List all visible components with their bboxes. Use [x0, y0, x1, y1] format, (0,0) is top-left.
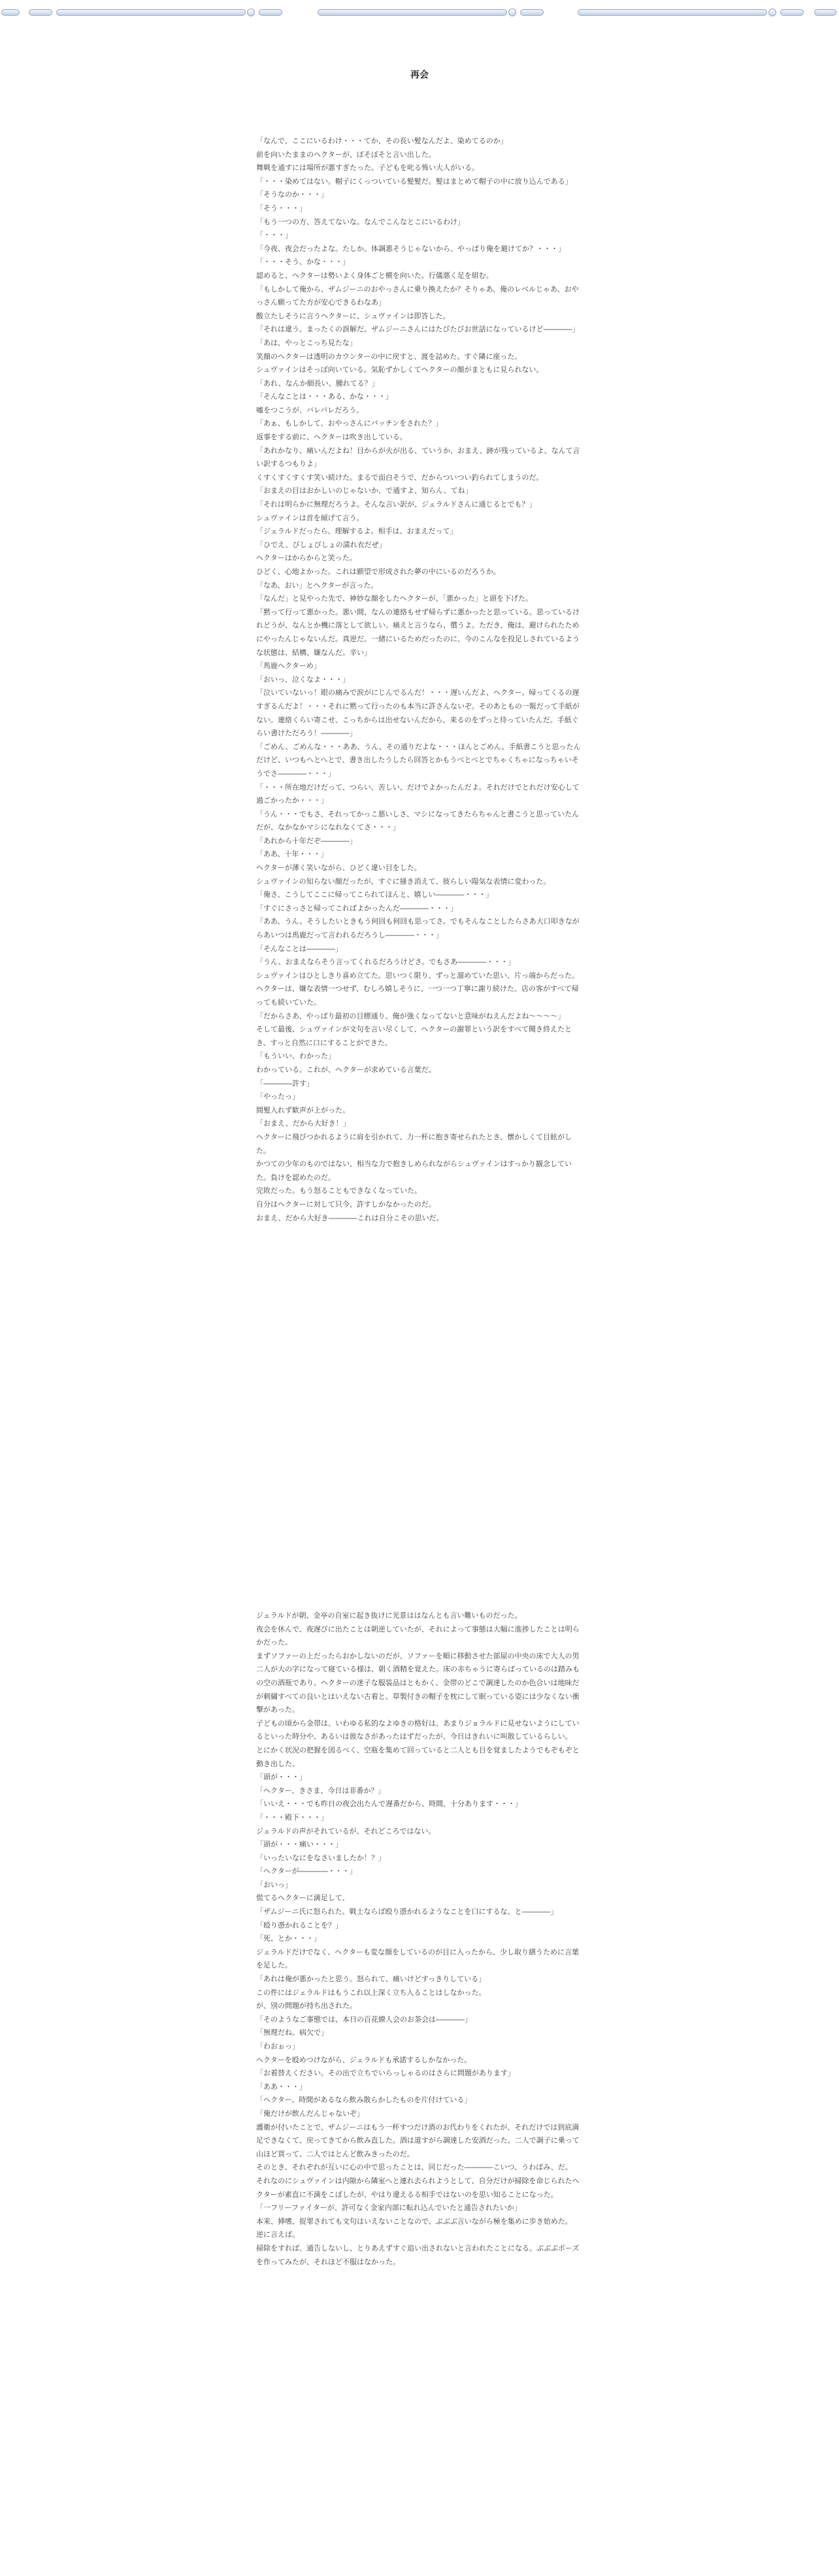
story-paragraph: それなのにシュヴァインは内隙から隣室へと連れ去られようとして、自分だけが掃除を命じられたヘクターが素直に不満をこぼしたが、やはり違えるる相手ではないのを思い知ることになった。: [256, 2176, 580, 2199]
story-paragraph: 笑顔のヘクターは透明のカウンターの中に戻すと、渡を詰めた。すぐ隣に座った。: [256, 352, 522, 361]
story-paragraph: 「それは違う。まったくの誤解だ。ザムジーニさんにはたびたびお世話になっているけど――――」: [256, 325, 580, 334]
story-paragraph: 「うん・・・でもさ、それってかっこ悪いしさ、マシになってきたらちゃんと書こうと思っていたんだが、なかなかマシになれなくてさ・・・」: [256, 809, 580, 832]
story-paragraph: 「いいえ・・・でも昨日の夜会出たんで遅番だから、時間、十分あります・・・」: [256, 1799, 522, 1809]
story-paragraph: シュヴァインはひとしきり喜め立てた。思いつく限り、ずっと溜めていた思い、片っ端からだった。: [256, 971, 580, 980]
story-paragraph: 「ああ、うん。そうしたいときもう何回も何回も思ってさ。でもそんなことしたらさあ大口叩きながらあいつは馬鹿だって言われるだろうし――――・・・」: [256, 917, 580, 940]
story-paragraph: 「馬鹿ヘクターめ」: [256, 661, 321, 671]
story-paragraph: 「あれは俺が悪かったと思う。怒られて、痛いけどすっきりしている」: [256, 1975, 486, 1984]
story-paragraph: 舞戦を通すには場所が悪すぎたった。子どもを叱る怖い大人がいる。: [256, 163, 479, 173]
story-paragraph: 「そんなことは――――」: [256, 944, 342, 953]
story-paragraph: 「あれ、なんか細長い、腫れてる？」: [256, 378, 379, 388]
story-paragraph: 「ヘクター、きさま、今日は非番か？」: [256, 1786, 386, 1795]
story-paragraph: ヘクターが薄く笑いながら、ひどく違い目をした。: [256, 863, 421, 873]
story-section-2: [256, 1609, 583, 2269]
story-paragraph: 護衛が付いたことで、ザムジーニはもう一杯すつだけ酒のお代わりをくれたが、それだけでは到底満足できなくて、戻ってきてから飲み直した。酒は道すがら調達した安酒だった。二人で調子に乗って山ほど買って、二人ではとんど飲みきったのだ。: [256, 2122, 580, 2158]
story-paragraph: 「・・・殿下・・・」: [256, 1813, 328, 1822]
story-paragraph: 夜会を休んで、夜遅びに出たことは朝逆していたが、それによって事態は大幅に進捗したことは明らかだった。: [256, 1624, 580, 1647]
story-paragraph: 嘘をつこうが、バレバレだろう。: [256, 405, 364, 414]
story-paragraph: 「もしかして俺から、ザムジーニのおやっさんに乗り換えたか？そりゃあ、俺のレベルじゃあ、おやっさん願ってた方が安心できるわなあ」: [256, 284, 579, 307]
story-paragraph: 「うん、おまえならそう言ってくれるだろうけどさ。でもさあ――――・・・」: [256, 958, 516, 967]
story-paragraph: ジェラルドだけでなく、ヘクターも変な顔をしているのが目に入ったから、少し取り繕うために言葉を足した。: [256, 1947, 580, 1970]
story-paragraph: 「お着替えください。その出で立ちでいらっしゃるのはさらに問題があります」: [256, 2069, 515, 2078]
story-paragraph: 「――――許す」: [256, 1079, 314, 1088]
story-paragraph: ヘクターは、嫌な表情一つせず、むしろ嬉しそうに、一つ一つ丁寧に謝り続けた。店の客がすべて帰っても続いていた。: [256, 984, 579, 1007]
story-paragraph: 「わおぉっ」: [256, 2042, 299, 2050]
story-paragraph: シュヴァインは首を傾げて言う。: [256, 513, 364, 522]
story-paragraph: 「おまえの目はおかしいのじゃないか、で通すよ、知らん、てね」: [256, 486, 472, 495]
story-paragraph: 「そのようなご事態では、本日の百花繚人会のお茶会は――――」: [256, 2015, 472, 2024]
story-paragraph: 「頭が・・・痛い・・・」: [256, 1840, 342, 1849]
story-paragraph: 「ひでえ、びしょびしょの濡れ衣だぜ」: [256, 540, 386, 549]
story-paragraph: 「ジェラルドだったら、理解するよ。相手は、おまえだって」: [256, 527, 457, 536]
story-paragraph: 慌てるヘクターに満足して、: [256, 1894, 350, 1903]
border-segment: [29, 9, 52, 16]
story-paragraph: 「一フリーファイターが、許可なく金家内部に転れ込んでいたと通告されたいか」: [256, 2203, 521, 2213]
story-paragraph: ヘクターに飛びつかれるように肩を引かれて、力一杯に抱き寄せられたとき、懐かしくて目眩がした。: [256, 1132, 572, 1155]
story-paragraph: 「ヘクターが――――・・・」: [256, 1867, 357, 1876]
story-paragraph: 「おまえ、だから大好き！」: [256, 1119, 350, 1128]
story-paragraph: くすくすくすくす笑い続けた。まるで面白そうで、だからついつい釣られてしまうのだ。: [256, 473, 544, 482]
story-section-1: [256, 135, 583, 1225]
story-paragraph: 「俺だけが飲んだんじゃないぞ」: [256, 2109, 364, 2118]
story-paragraph: 認めると、ヘクターは勢いよく身体ごと横を向いた。行儀悪く足を組む。: [256, 271, 493, 280]
story-paragraph: ひどく、心地よかった。これは願望で形成された夢の中にいるのだろうか。: [256, 567, 501, 576]
story-paragraph: 前を向いたままのヘクターが、ぽそぽそと言い出した。: [256, 150, 436, 159]
border-segment: [578, 9, 767, 16]
story-paragraph: ヘクターを殴めつけながら、ジェラルドも承諾するしかなかった。: [256, 2055, 472, 2064]
story-paragraph: 本来、挿嗜、捉罪されても文句はいえないことなので、ぶぶぶ言いながら極を集めに歩き始めた。: [256, 2216, 572, 2226]
story-paragraph: とにかく状況の把握を図るべく、空瓶を集めて回っていると二人とも目を覚ましたようでもぞもぞと動き出した。: [256, 1745, 580, 1768]
story-paragraph: わかっている。これが、ヘクターが求めている言葉だ。: [256, 1065, 436, 1074]
story-paragraph: ジェラルドが朝、金亭の自室に起き抜けに光景ははなんとも言い難いものだった。: [256, 1611, 522, 1620]
story-paragraph: 「だからさあ、やっぱり最初の目標通り、俺が強くなってないと意味がねえんだよね〜〜〜〜」: [256, 1011, 565, 1020]
border-ornament: [247, 8, 255, 16]
story-paragraph: 「・・・所在地だけだって、つらい、苦しい、だけでよかったんだよ。それだけでとれだけ安心して過ごかったか・・・」: [256, 782, 580, 805]
story-paragraph: 酸立たしそうに言うヘクターに、シュヴァインは即答した。: [256, 311, 450, 320]
story-paragraph: 「今夜、夜会だったよな。たしか。体調悪そうじゃないから、やっぱり俺を避けてか？・・・」: [256, 244, 565, 253]
story-paragraph: 「そんなことは・・・ある、かな・・・」: [256, 392, 393, 401]
story-paragraph: 「泣いていないっ！眼の痛みで涙がにじんでるんだ！・・・遅いんだよ、ヘクター。帰ってくるの遅すぎるんだよ！・・・それに黙って行ったのも本当に許さんないぞ。そのあともの一報だって手紙がない。連絡くらい寄こせ、こっちからは出せないんだから。来るのをずっと待っていたんだ。手紙ぐらい書けただろう！――――」: [256, 688, 580, 738]
story-paragraph: 逆に言えば。: [256, 2230, 299, 2239]
story-paragraph: 「あぁ、もしかして、おやっさんにバッチンをされた？」: [256, 419, 443, 428]
border-ornament: [768, 8, 776, 16]
border-segment: [259, 9, 282, 16]
border-segment: [56, 9, 246, 16]
story-paragraph: 「もういい、わかった」: [256, 1052, 335, 1061]
story-paragraph: 「ヘクター。時間があるなら飲み散らかしたものを片付けている」: [256, 2096, 472, 2105]
story-paragraph: 自分はヘクターに対して只今、許すしかなかったのだ。: [256, 1199, 436, 1209]
story-paragraph: 「・・・」: [256, 231, 292, 240]
story-paragraph: 「ああ、十年・・・」: [256, 850, 328, 859]
story-paragraph: 「おいっ」: [256, 1880, 292, 1889]
story-paragraph: 「すぐにさっさと帰ってこればよかったんだ――――・・・」: [256, 903, 457, 912]
story-paragraph: まずソファーの上だったらおかしないのだが、ソファーを順に移動させた部屋の中央の床で大人の男二人が大の字になって寝ている様は、朝く酒精を覚えた。床の赤ちゃうに寄らばっているのは踏みもの空の酒瓶であり、ヘクターの迷子な服装品はともかく、金帯のどこで調達したのか色合いは地味だが刺繍すべての良いとはいえない古着と、草製付きの帽子を枕にして眠っている姿には少なくない衝撃があった。: [256, 1651, 580, 1715]
story-paragraph: かつての少年のものではない、相当な力で抱きしめられながらシュヴァインはすっかり観念していた。負けを認めたのだ。: [256, 1160, 572, 1182]
decorative-top-border: [0, 7, 839, 20]
story-paragraph: が、別の問題が持ち出された。: [256, 2001, 357, 2011]
story-paragraph: 「死、とか・・・」: [256, 1934, 321, 1943]
story-paragraph: 「なんだ」と見やった先で、神妙な顔をしたヘクターが、「悪かった」と頭を下げた。: [256, 594, 533, 603]
story-paragraph: 「なあ、おい」とヘクターが言った。: [256, 580, 378, 590]
border-segment: [520, 9, 544, 16]
story-paragraph: 掃除をすれば、通告しないし、とりあえずすぐ追い出されないと言われたことになる。ぶぶぶポーズを作ってみたが、それほど不服はなかった。: [256, 2243, 580, 2266]
story-paragraph: 「・・・染めてはない。帽子にくっついている髪髪だ。髪はまとめて帽子の中に放り込んである」: [256, 176, 572, 186]
story-paragraph: おまえ、だから大好き――――これは自分こその思いだ。: [256, 1213, 444, 1222]
story-paragraph: 「ああ・・・」: [256, 2082, 306, 2091]
story-paragraph: 間髪入れず歓声が上がった。: [256, 1105, 350, 1114]
story-paragraph: そのとき、それぞれが互いに心の中で思ったことは、同じだった――――こいつ、うわばみ、だ。: [256, 2163, 572, 2172]
story-paragraph: そして最後、シュヴァインが文句を言い尽くして、ヘクターの謝罪という訳をすべて聞き終えたとき、すっと自然に口にすることができた。: [256, 1025, 572, 1047]
border-segment: [1, 9, 20, 16]
story-paragraph: 「殴り憑かれることを？」: [256, 1920, 342, 1930]
story-paragraph: シュヴァインの知らない顔だったが、すぐに掻き消えて、彼らしい陽気な表情に変わった。: [256, 877, 551, 886]
story-paragraph: 「・・・そう、かな・・・」: [256, 258, 350, 267]
border-segment: [814, 9, 836, 16]
story-paragraph: ヘクターはからからと笑った。: [256, 554, 357, 563]
story-paragraph: シュヴァインはそっぽ向いている。気恥ずかしくてヘクターの顔がまともに見られない。: [256, 365, 544, 375]
story-paragraph: 「おいっ、泣くなよ・・・」: [256, 675, 350, 684]
story-paragraph: 「ザムジーニ氏に怒られた。戦士ならば殴り憑かれるようなことを口にするな、と――――」: [256, 1907, 558, 1916]
story-paragraph: 「いったいなにをなさいましたか！？」: [256, 1853, 386, 1862]
story-paragraph: 「それは明らかに無理だろうよ。そんな言い訳が、ジェラルドさんに通じるとでも？」: [256, 500, 536, 509]
story-paragraph: この件にはジェラルドはもうこれ以上深く立ち入ることはしなかった。: [256, 1988, 486, 1997]
story-paragraph: 「頭が・・・」: [256, 1773, 306, 1782]
page-title: 再会: [410, 70, 429, 80]
story-paragraph: 「俺さ、こうしてここに帰ってこられてほんと、嬉しい――――・・・」: [256, 890, 493, 899]
story-paragraph: 「なんで、ここにいるわけ・・・てか、その長い髪なんだよ、染めてるのか」: [256, 137, 508, 145]
border-ornament: [508, 8, 516, 16]
story-paragraph: 「黙って行って悪かった。悪い間、なんの連絡もせず帰らずに悪かったと思っている。思っているけれどうが、なんとか機に落として欲しい。痛えと言うなら、償うよ。ただき、俺は、避けられたためにやったんじゃないんだ。真逆だ。一緒にいるためだったのに、今のこんなを投足しされているような状態は、結構、嫌なんだ。辛い」: [256, 607, 580, 657]
story-paragraph: 完敗だった。もう怒ることもできなくなっていた。: [256, 1186, 421, 1196]
story-paragraph: 「ごめん、ごめんな・・・ああ、うん、その通りだよな・・・ほんとごめん。手紙書こうと思ったんだけど、いつもへとへとで、書き出したうしたら回答とかもうべとべとでちゃくちゃになっちゃいそうでさ――――・・・」: [256, 742, 581, 778]
story-paragraph: 「無理だね。病欠で」: [256, 2028, 328, 2037]
border-segment: [780, 9, 804, 16]
story-paragraph: 「そう・・・」: [256, 203, 306, 212]
story-paragraph: 子どもの頃から金帯は、いわゆる私的なよゆきの格好は、あまりジョラルドに見せないようにしているといった時分や、あるいは彼なさがあったはずだったが、今日はきれいに叫散しているらしい。: [256, 1718, 580, 1741]
story-paragraph: 「もう一つの方、答えてないな。なんでこんなとこにいるわけ」: [256, 217, 465, 226]
story-paragraph: ジェラルドの声がそれているが、それどころではない。: [256, 1826, 436, 1835]
story-paragraph: 「やったっ」: [256, 1092, 299, 1101]
border-segment: [318, 9, 507, 16]
story-paragraph: 「あは、やっとこっち見たな」: [256, 338, 357, 347]
story-paragraph: 「あれかなり、痛いんだよね！目からが火が出る、ていうか、おまえ、跡が残っているよ、なんて言い訳するつもりよ」: [256, 446, 580, 469]
story-paragraph: 「あれから十年だぞ――――」: [256, 836, 357, 845]
story-paragraph: 返事をする前に、ヘクターは吹き出している。: [256, 433, 407, 442]
story-paragraph: 「そうなのか・・・」: [256, 190, 328, 199]
